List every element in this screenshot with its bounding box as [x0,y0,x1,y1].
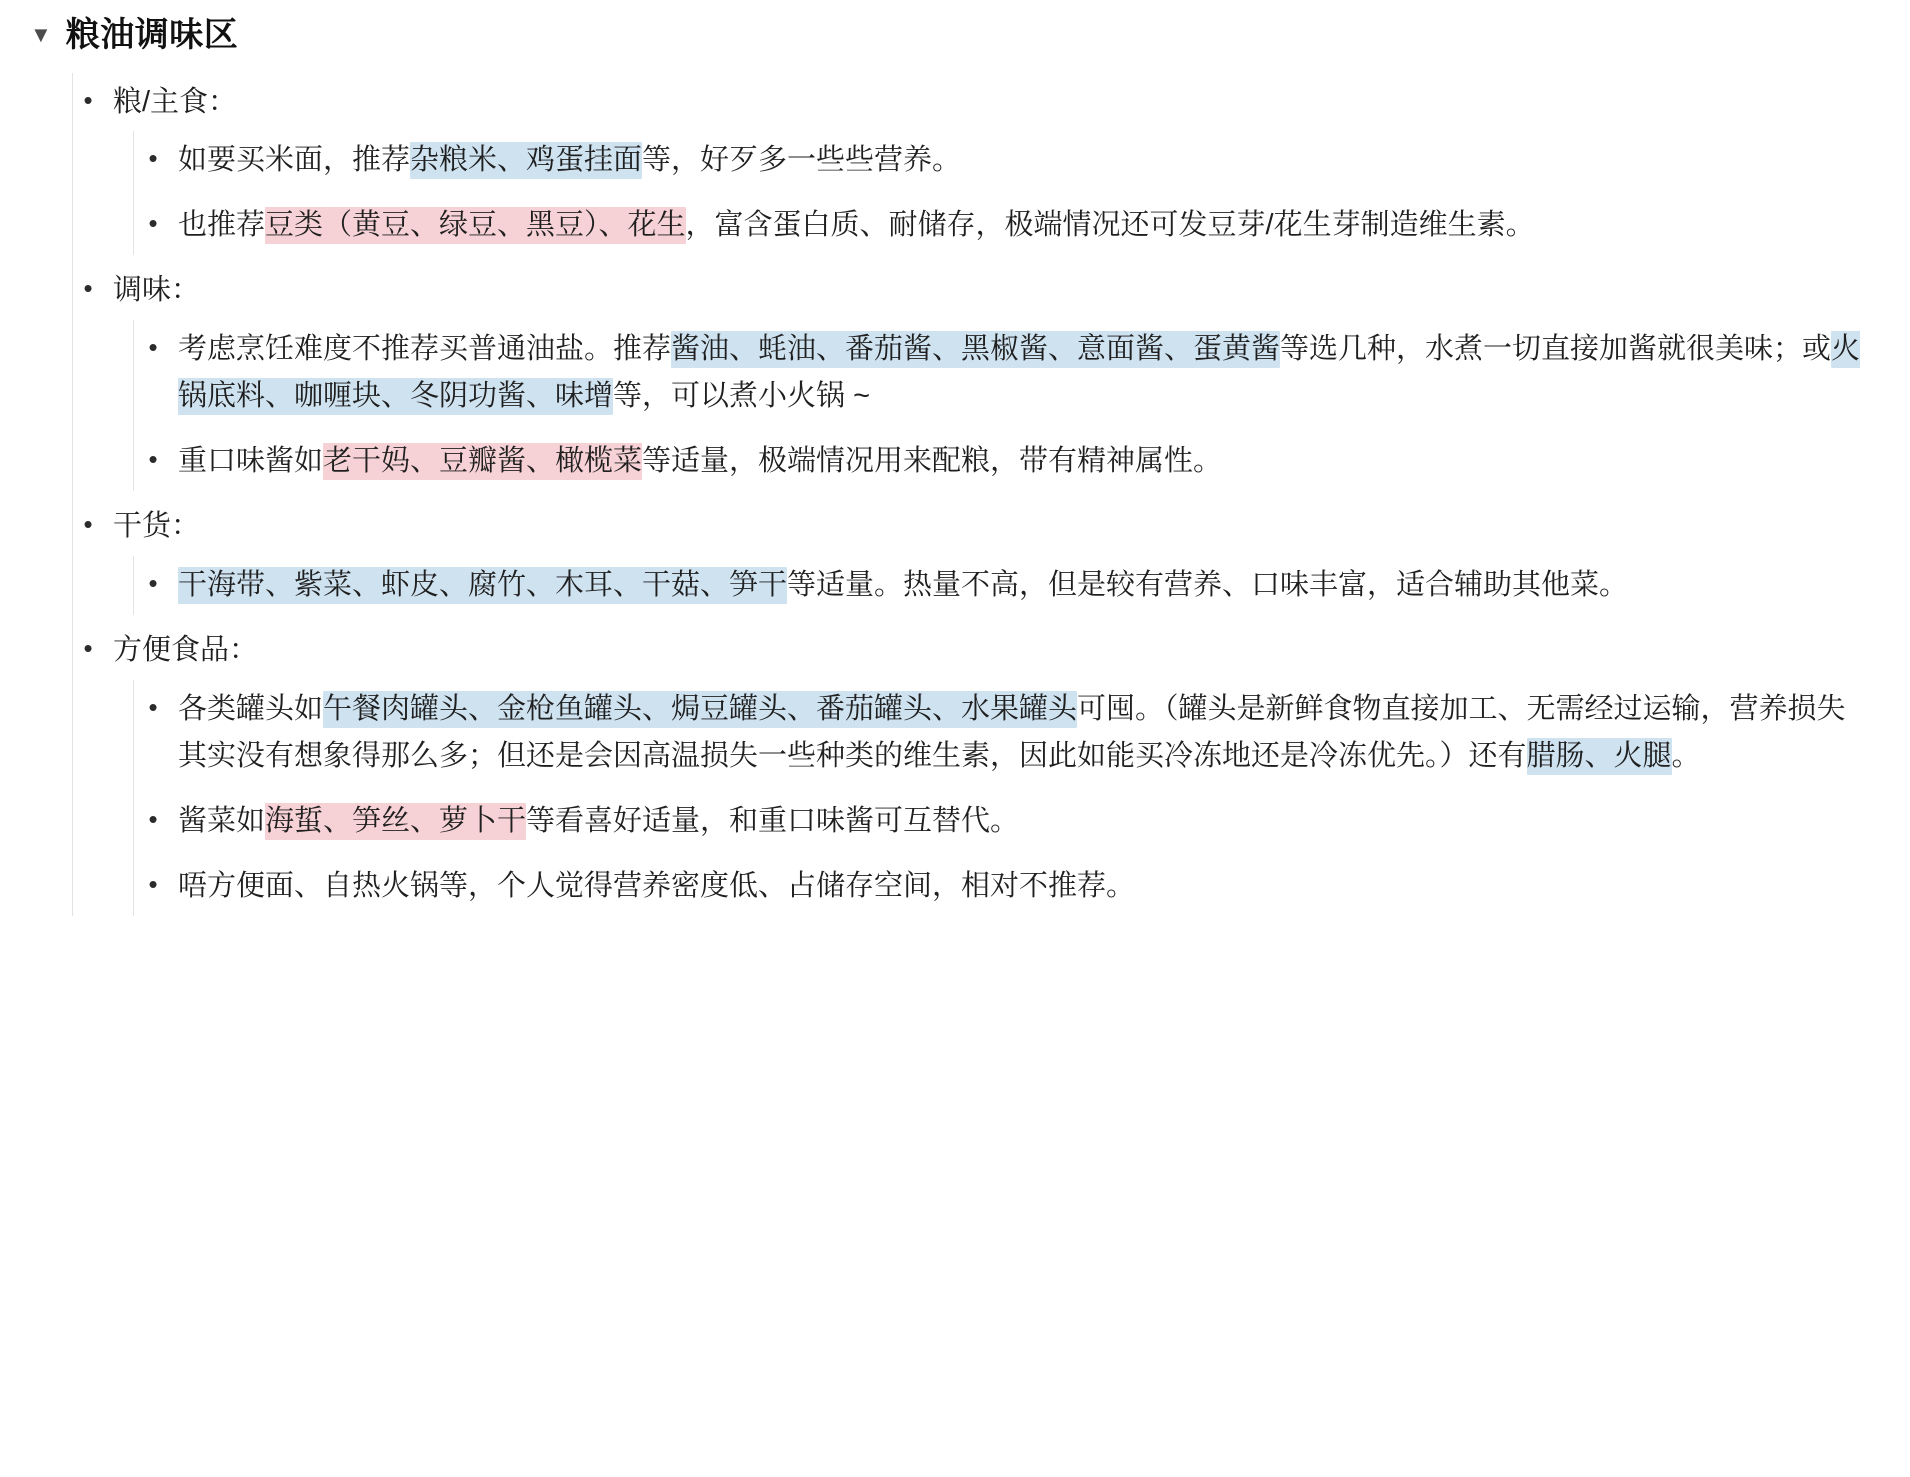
highlight-blue: 火锅底料、咖喱块、冬阴功酱、味增 [178,331,1860,415]
list-item [148,857,1870,916]
bullet-icon: • [148,692,158,723]
plain-text: 。 [1671,740,1701,773]
plain-text: 考虑烹饪难度不推荐买普通油盐。推荐 [178,333,672,366]
highlight-blue: 酱油、蚝油、番茄酱、黑椒酱、意面酱、蛋黄酱 [671,331,1280,368]
plain-text: ，富含蛋白质、耐储存，极端情况还可发豆芽/花生芽制造维生素。 [685,209,1535,242]
plain-text: 重口味酱如 [178,445,324,478]
list-item [148,680,1870,786]
bullet-icon: • [148,208,158,239]
list-item [148,320,1870,426]
bullet-icon: • [148,568,158,599]
list-item-text [178,803,1019,840]
list-item-text [178,142,961,179]
section-header [30,14,1870,57]
bullet-icon: • [148,804,158,835]
bullet-icon: • [148,869,158,900]
bullet-icon: • [148,332,158,363]
plain-text: 等，可以煮小火锅 ~ [613,380,871,413]
list-item [148,556,1870,615]
highlight-pink: 豆类（黄豆、绿豆、黑豆）、花生 [265,207,686,244]
plain-text: 酱菜如 [178,805,266,838]
sub-list [133,320,1870,491]
highlight-pink: 老干妈、豆瓣酱、橄榄菜 [323,443,642,480]
highlight-blue: 干海带、紫菜、虾皮、腐竹、木耳、干菇、笋干 [178,567,787,604]
list-item [148,196,1870,255]
outline-root [72,73,1870,917]
list-item-group [83,261,1870,320]
sub-list [133,680,1870,916]
list-item-text [178,691,1846,775]
highlight-blue: 腊肠、火腿 [1527,738,1672,775]
group-label: 调味： [113,274,201,307]
list-item-group [83,621,1870,680]
plain-text: 等适量。热量不高，但是较有营养、口味丰富，适合辅助其他菜。 [787,569,1629,602]
plain-text: 等，好歹多一些些营养。 [642,144,962,177]
highlight-blue: 午餐肉罐头、金枪鱼罐头、焗豆罐头、番茄罐头、水果罐头 [323,691,1077,728]
group-label: 干货： [113,510,201,543]
list-item-group [83,73,1870,132]
list-item-group [83,497,1870,556]
sub-list [133,131,1870,255]
triangle-down-icon[interactable]: ▼ [30,22,52,47]
highlight-blue: 杂粮米、鸡蛋挂面 [410,142,642,179]
list-item-text [178,443,1222,480]
list-item-text [178,567,1628,604]
plain-text: 也推荐 [178,209,266,242]
plain-text: 等适量，极端情况用来配粮，带有精神属性。 [642,445,1223,478]
bullet-icon: • [148,444,158,475]
group-label: 粮/主食： [113,85,238,118]
list-item-text [178,207,1535,244]
plain-text: 唔方便面、自热火锅等，个人觉得营养密度低、占储存空间，相对不推荐。 [178,870,1136,903]
list-item [148,131,1870,190]
bullet-icon: • [83,84,93,115]
list-item-text [178,331,1860,415]
list-item [148,792,1870,851]
group-label: 方便食品： [113,634,259,667]
plain-text: 等看喜好适量，和重口味酱可互替代。 [526,805,1020,838]
plain-text: 可囤。（罐头是新鲜食物直接加工、无需经过运输，营养损失其实没有想象得那么多；但还是会因高温损失一些种类的维生素，因此如能买冷冻地还是冷冻优先。）还有 [178,693,1846,773]
plain-text: 各类罐头如 [178,693,324,726]
plain-text: 等选几种，水煮一切直接加酱就很美味；或 [1280,333,1832,366]
bullet-icon: • [83,273,93,304]
plain-text: 如要买米面，推荐 [178,144,411,177]
page-title: 粮油调味区 [65,16,239,54]
list-item-text [178,870,1135,902]
bullet-icon: • [83,509,93,540]
bullet-icon: • [148,143,158,174]
list-item [148,432,1870,491]
sub-list [133,556,1870,615]
highlight-pink: 海蜇、笋丝、萝卜干 [265,803,526,840]
bullet-icon: • [83,633,93,664]
